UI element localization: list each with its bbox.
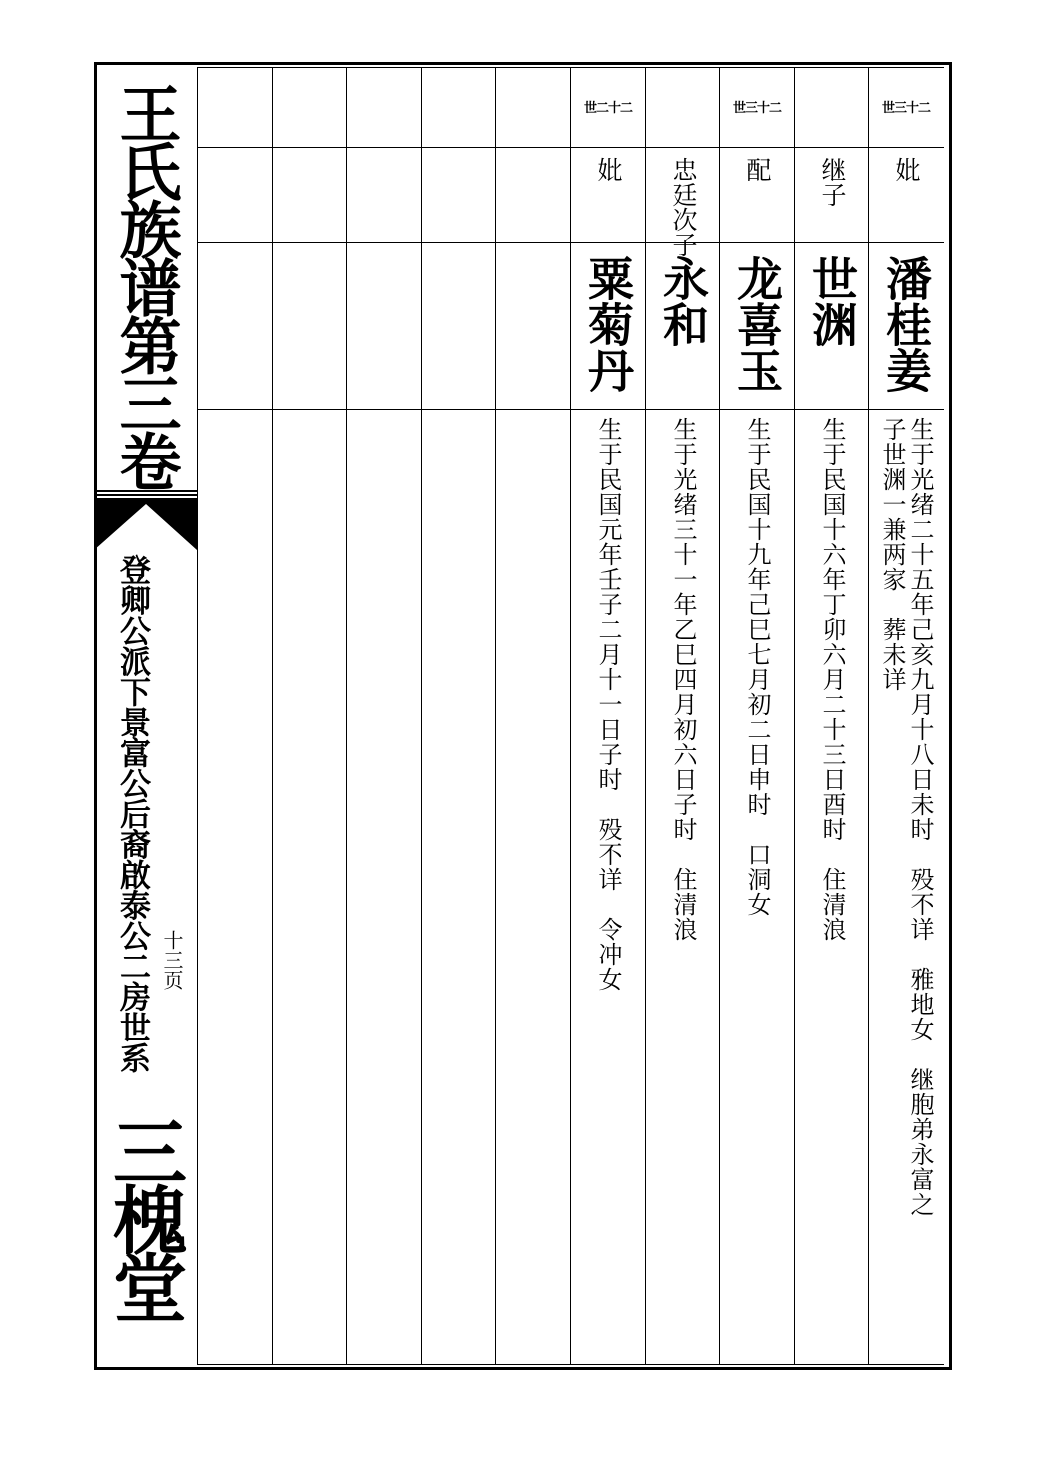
biography-text: 生于光绪三十一年乙巳四月初六日子时 住清浪: [669, 417, 697, 942]
entry-column: [869, 67, 943, 1365]
title-spine: [94, 62, 197, 1370]
book-title: 王氏族谱第三卷: [109, 82, 182, 488]
fish-tail-ornament: [94, 498, 197, 550]
generation-label: 世三十二: [881, 101, 930, 116]
biography-text: 生于民国十九年己巳七月初二日申时 口洞女: [743, 417, 771, 917]
entry-column-empty: [422, 67, 496, 1365]
biography-text: 生于光绪二十五年己亥九月十八日未时 殁不详 雅地女 继胞弟永富之 子世渊一兼两家 葬未详: [878, 417, 934, 1217]
entry-column: [646, 67, 720, 1365]
hall-name: 三槐堂: [101, 1114, 187, 1318]
person-name: 粟菊丹: [581, 255, 635, 393]
biography-text: 生于民国元年壬子二月十一日子时 殁不详 令冲女: [594, 417, 622, 992]
genealogy-grid: [197, 67, 944, 1365]
entry-column: [571, 67, 645, 1365]
person-name: 龙喜玉: [730, 255, 784, 393]
relation-label: 配: [743, 157, 772, 182]
entry-column: [795, 67, 869, 1365]
generation-label: 世三十二: [732, 101, 781, 116]
entry-column-empty: [273, 67, 347, 1365]
person-name: 永和: [656, 255, 710, 347]
entry-column: [720, 67, 794, 1365]
relation-label: 继子: [818, 157, 847, 207]
relation-label: 妣: [892, 157, 921, 182]
title-divider: [94, 490, 197, 492]
entry-column-empty: [347, 67, 421, 1365]
biography-text: 生于民国十六年丁卯六月二十三日酉时 住清浪: [818, 417, 846, 942]
entry-column-empty: [198, 67, 272, 1365]
relation-label: 妣: [594, 157, 623, 182]
relation-label: 忠廷次子: [669, 157, 698, 257]
title-divider-2: [94, 494, 197, 496]
person-name: 世渊: [805, 255, 859, 347]
person-name: 潘桂姜: [879, 255, 933, 393]
lineage-subtitle: 登卿公派下景富公后裔啟泰公二房世系: [114, 554, 150, 1073]
generation-label: 世二十二: [583, 101, 632, 116]
page-number: 十三页: [160, 930, 184, 990]
entry-column-empty: [496, 67, 570, 1365]
